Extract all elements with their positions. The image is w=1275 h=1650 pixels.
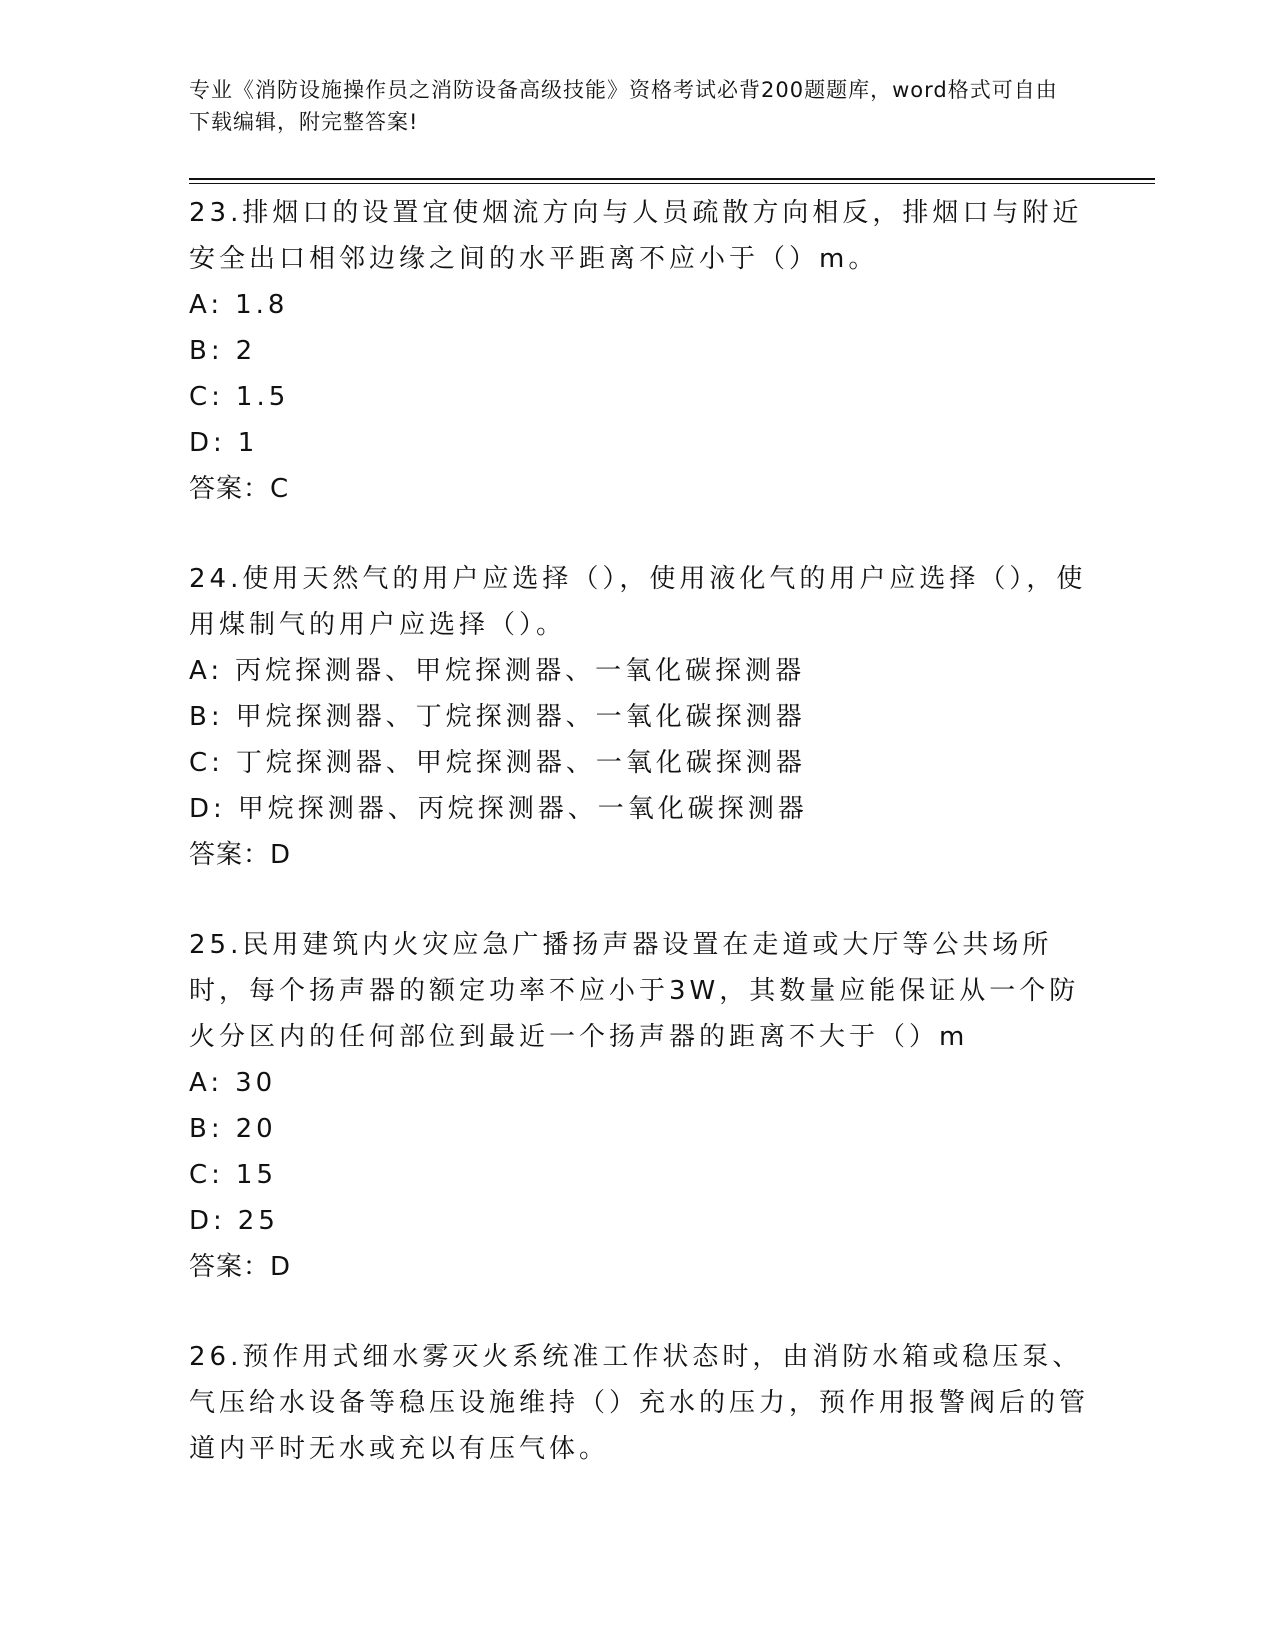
option-c [189,1152,1089,1198]
option-a [189,1060,1089,1106]
question-26 [189,1332,1089,1472]
option-text: 30 [235,1068,277,1098]
option-text: 1 [237,428,259,458]
option-text: 25 [237,1206,279,1236]
option-text: 20 [235,1114,277,1144]
option-text: 丙烷探测器、甲烷探测器、一氧化碳探测器 [235,656,806,686]
option-label: A: [189,290,224,320]
question-stem: 23.排烟口的设置宜使烟流方向与人员疏散方向相反，排烟口与附近安全出口相邻边缘之间的水平距离不应小于（）m。 [189,198,1083,274]
question-list [189,188,1089,1514]
option-d [189,786,1089,832]
option-text: 15 [235,1160,278,1190]
option-a [189,648,1089,694]
answer-line: 答案：D [189,1252,292,1282]
option-text: 1.5 [235,382,290,412]
option-label: C: [189,1160,224,1190]
option-b [189,1106,1089,1152]
option-a [189,282,1089,328]
option-label: D: [189,428,226,458]
option-label: C: [189,382,224,412]
header-divider-thin [189,183,1155,184]
question-stem: 26.预作用式细水雾灭火系统准工作状态时，由消防水箱或稳压泵、气压给水设备等稳压设施维持（）充水的压力，预作用报警阀后的管道内平时无水或充以有压气体。 [189,1342,1090,1464]
option-d [189,1198,1089,1244]
answer-line: 答案：D [189,840,292,870]
option-label: B: [189,336,224,366]
option-label: D: [189,794,226,824]
option-label: D: [189,1206,226,1236]
option-text: 甲烷探测器、丁烷探测器、一氧化碳探测器 [235,702,806,732]
option-text: 2 [235,336,257,366]
question-stem: 25.民用建筑内火灾应急广播扬声器设置在走道或大厅等公共场所时，每个扬声器的额定功率不应小于3W，其数量应能保证从一个防火分区内的任何部位到最近一个扬声器的距离不大于（）m [189,930,1080,1052]
option-c [189,740,1089,786]
option-label: B: [189,1114,224,1144]
question-24 [189,554,1089,878]
option-d [189,420,1089,466]
option-label: B: [189,702,224,732]
document-header: 专业《消防设施操作员之消防设备高级技能》资格考试必背200题题库，word格式可自由下载编辑，附完整答案! [189,78,1058,134]
option-b [189,694,1089,740]
option-label: A: [189,1068,224,1098]
option-c [189,374,1089,420]
question-23 [189,188,1089,512]
option-label: A: [189,656,224,686]
question-25 [189,920,1089,1290]
option-text: 甲烷探测器、丙烷探测器、一氧化碳探测器 [237,794,808,824]
option-text: 丁烷探测器、甲烷探测器、一氧化碳探测器 [235,748,806,778]
option-label: C: [189,748,224,778]
header-divider-thick [189,178,1155,180]
option-b [189,328,1089,374]
answer-line: 答案：C [189,474,290,504]
option-text: 1.8 [235,290,289,320]
question-stem: 24.使用天然气的用户应选择（），使用液化气的用户应选择（），使用煤制气的用户应选择（）。 [189,564,1087,640]
